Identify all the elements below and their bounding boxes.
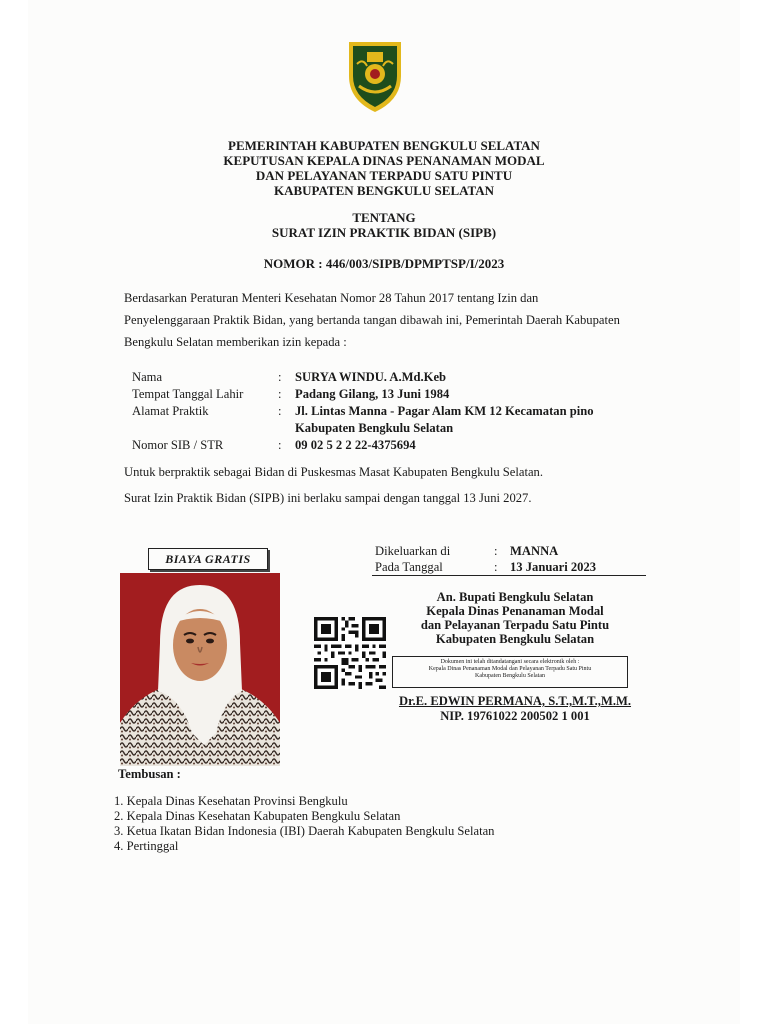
address-colon: : <box>278 404 282 418</box>
electronic-signature-box <box>392 656 628 688</box>
esign-line-1: Dokumen ini telah ditandatangani secara elektronik oleh : <box>440 659 580 665</box>
address-label: Alamat Praktik <box>132 404 209 418</box>
name-colon: : <box>278 370 282 384</box>
birth-value: Padang Gilang, 13 Juni 1984 <box>295 387 450 401</box>
header-line-3: DAN PELAYANAN TERPADU SATU PINTU <box>255 168 513 183</box>
issued-divider <box>372 575 646 576</box>
signatory-nip: NIP. 19761022 200502 1 001 <box>440 709 590 723</box>
cc-item: 1. Kepala Dinas Kesehatan Provinsi Bengkulu <box>114 794 348 808</box>
header-line-4: KABUPATEN BENGKULU SELATAN <box>273 183 495 198</box>
portrait-icon <box>120 573 280 766</box>
signatory-line-1: An. Bupati Bengkulu Selatan <box>436 590 594 604</box>
signatory-line-3: dan Pelayanan Terpadu Satu Pintu <box>420 618 610 632</box>
signatory-name: Dr.E. EDWIN PERMANA, S.T.,M.T.,M.M. <box>398 694 632 708</box>
issued-date-colon: : <box>494 560 498 574</box>
signatory-line-4: Kabupaten Bengkulu Selatan <box>435 632 595 646</box>
birth-colon: : <box>278 387 282 401</box>
intro-line-2: Penyelenggaraan Praktik Bidan, yang bertanda tangan dibawah ini, Pemerintah Daerah Kabupaten <box>124 313 620 327</box>
regency-emblem-icon <box>345 36 405 114</box>
intro-line-3: Bengkulu Selatan memberikan izin kepada : <box>124 335 347 349</box>
name-value: SURYA WINDU. A.Md.Keb <box>295 370 447 384</box>
address-value-2: Kabupaten Bengkulu Selatan <box>295 421 454 435</box>
header-tentang: TENTANG <box>352 210 416 225</box>
signatory-line-2: Kepala Dinas Penanaman Modal <box>426 604 604 618</box>
esign-line-3: Kabupaten Bengkulu Selatan <box>475 673 545 679</box>
cc-title: Tembusan : <box>118 767 181 781</box>
issued-place-colon: : <box>494 544 498 558</box>
cc-item: 4. Pertinggal <box>114 839 179 853</box>
header-line-1: PEMERINTAH KABUPATEN BENGKULU SELATAN <box>228 138 540 153</box>
address-value-1: Jl. Lintas Manna - Pagar Alam KM 12 Kecamatan pino <box>295 404 594 418</box>
intro-line-1: Berdasarkan Peraturan Menteri Kesehatan Nomor 28 Tahun 2017 tentang Izin dan <box>124 291 539 305</box>
esign-line-2: Kepala Dinas Penanaman Modal dan Pelayanan Terpadu Satu Pintu <box>428 666 592 672</box>
issued-place-value: MANNA <box>510 544 559 558</box>
name-label: Nama <box>132 370 163 384</box>
practice-statement: Untuk berpraktik sebagai Bidan di Puskesmas Masat Kabupaten Bengkulu Selatan. <box>124 465 544 479</box>
fee-badge: BIAYA GRATIS <box>148 548 268 570</box>
applicant-photo <box>120 573 280 766</box>
document-number: NOMOR : 446/003/SIPB/DPMPTSP/I/2023 <box>263 256 505 271</box>
issued-place-label: Dikeluarkan di <box>375 544 451 558</box>
qr-code-icon[interactable] <box>314 617 386 689</box>
cc-item: 2. Kepala Dinas Kesehatan Kabupaten Bengkulu Selatan <box>114 809 401 823</box>
sib-value: 09 02 5 2 2 22-4375694 <box>295 438 416 452</box>
document-subject: SURAT IZIN PRAKTIK BIDAN (SIPB) <box>271 225 497 240</box>
sib-label: Nomor SIB / STR <box>132 438 224 452</box>
header-line-2: KEPUTUSAN KEPALA DINAS PENANAMAN MODAL <box>223 153 545 168</box>
issued-date-label: Pada Tanggal <box>375 560 443 574</box>
issued-date-value: 13 Januari 2023 <box>510 560 597 574</box>
validity-statement: Surat Izin Praktik Bidan (SIPB) ini berlaku sampai dengan tanggal 13 Juni 2027. <box>124 491 532 505</box>
birth-label: Tempat Tanggal Lahir <box>132 387 244 401</box>
cc-item: 3. Ketua Ikatan Bidan Indonesia (IBI) Daerah Kabupaten Bengkulu Selatan <box>114 824 495 838</box>
cc-list <box>114 794 494 854</box>
sib-colon: : <box>278 438 282 452</box>
